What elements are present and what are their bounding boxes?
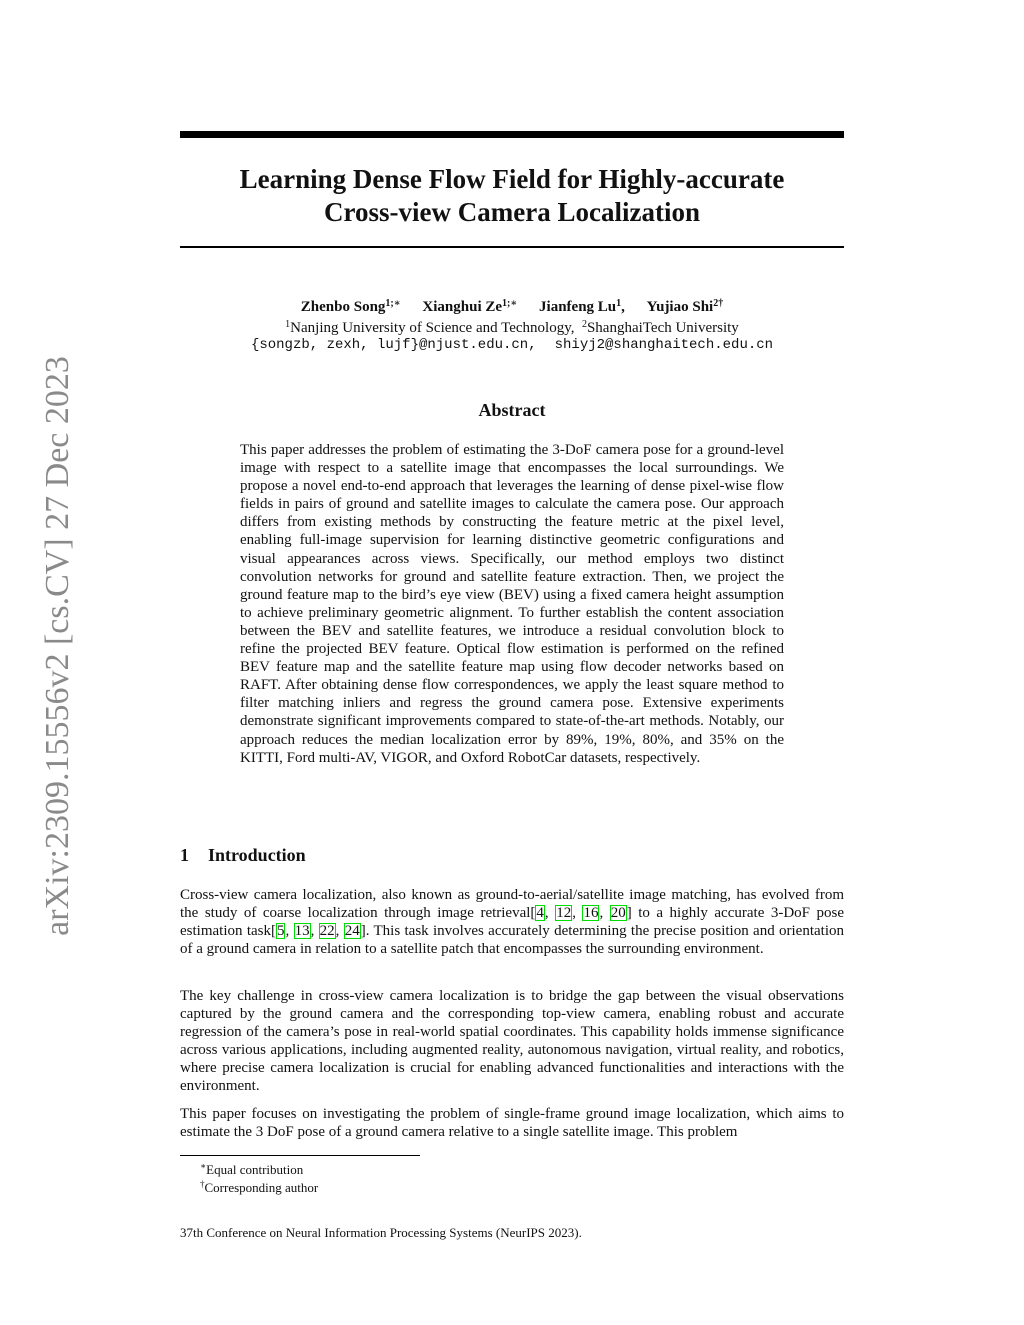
footnote-corresponding-author: †Corresponding author	[200, 1179, 319, 1195]
author-list	[180, 294, 844, 317]
section-heading-introduction: 1 Introduction	[180, 845, 306, 865]
intro-paragraph-2: The key challenge in cross-view camera localization is to bridge the gap between the visual observations captured by the ground camera and the corresponding top-view camera, enabling robust and accurate regression of the camera’s pose in real-world spatial coordinates. This capability holds immense significance across various applications, including augmented reality, autonomous navigation, virtual reality, and robotics, where precise camera localization is crucial for enabling advanced functionalities and interactions with the environment.	[180, 988, 844, 1095]
footnote-equal-contribution: ∗Equal contribution	[200, 1161, 304, 1177]
author-name: Jianfeng Lu$^1$,	[539, 298, 625, 315]
title-line-2: Cross-view Camera Localization	[324, 197, 700, 227]
citation-link[interactable]: 16	[583, 905, 599, 922]
author-name: Zhenbo Song$^{1;∗}$	[300, 298, 401, 315]
email-group-1[interactable]: {songzb, zexh, lujf}@njust.edu.cn,	[250, 337, 537, 353]
paper-title	[180, 163, 844, 229]
conference-venue: 37th Conference on Neural Information Processing Systems (NeurIPS 2023).	[180, 1225, 582, 1240]
abstract-heading: Abstract	[478, 400, 546, 420]
author-name: Xianghui $Ze^{1;∗}$	[422, 298, 518, 315]
citation-link[interactable]: 13	[294, 923, 310, 940]
citation-link[interactable]: 4	[536, 905, 544, 922]
email-group-2[interactable]: shiyj2@shanghaitech.edu.cn	[554, 337, 774, 353]
citation-link[interactable]: 20	[610, 905, 626, 922]
citation-link[interactable]: 5	[276, 923, 285, 940]
intro-paragraph-3: This paper focuses on investigating the problem of single-frame ground image localization, which aims to estimate the 3 DoF pose of a ground camera relative to a single satellite image. This problem	[180, 1106, 844, 1141]
title-line-1: Learning Dense Flow Field for Highly-accurate	[239, 164, 785, 194]
author-emails	[180, 335, 844, 355]
intro-paragraph-1: Cross-view camera localization, also known as ground-to-aerial/satellite image matching, has evolved from the study of coarse localization through image retrieval[4, 12, 16, 20] to a highly accurate 3-DoF pose estimation task[5, 13, 22, 24]. This task involves accurately determining the precise position and orientation of a ground camera in relation to a satellite patch that encompasses the surrounding environment.	[180, 887, 845, 958]
arxiv-stamp: arXiv:2309.15556v2 [cs.CV] 27 Dec 2023	[39, 356, 76, 936]
author-name: Yujiao Shi$^{2\dagger}$	[646, 298, 724, 315]
title-top-rule	[180, 131, 844, 138]
citation-link[interactable]: 12	[556, 905, 572, 922]
affiliations: $^1$Nanjing University of Science and Technology, $^2$ShanghaiTech University	[285, 319, 739, 336]
citation-link[interactable]: 24	[344, 923, 360, 940]
citation-link[interactable]: 22	[319, 923, 335, 940]
abstract-text: This paper addresses the problem of estimating the 3-DoF camera pose for a ground-level image with respect to a satellite image that encompasses the local surroundings. We propose a novel end-to-end approach that leverages the learning of dense pixel-wise flow fields in pairs of ground and satellite images to calculate the camera pose. Our approach differs from existing methods by constructing the feature metric at the pixel level, enabling full-image supervision for learning distinctive geometric configurations and visual appearances across views. Specifically, our method employs two distinct convolution networks for ground and satellite feature extraction. Then, we project the ground feature map to the bird’s eye view (BEV) using a fixed camera height assumption to achieve preliminary geometric alignment. To further establish the content association between the BEV and satellite features, we introduce a residual convolution block to refine the projected BEV feature. Optical flow estimation is performed on the refined BEV feature map and the satellite feature map using flow decoder networks based on RAFT. After obtaining dense flow correspondences, we apply the least square method to filter matching inliers and regress the ground camera pose. Extensive experiments demonstrate significant improvements compared to state-of-the-art methods. Notably, our approach reduces the median localization error by 89%, 19%, 80%, and 35% on the KITTI, Ford multi-AV, VIGOR, and Oxford RobotCar datasets, respectively.	[240, 442, 784, 766]
title-bottom-rule	[180, 246, 844, 248]
footnote-rule	[180, 1155, 420, 1156]
